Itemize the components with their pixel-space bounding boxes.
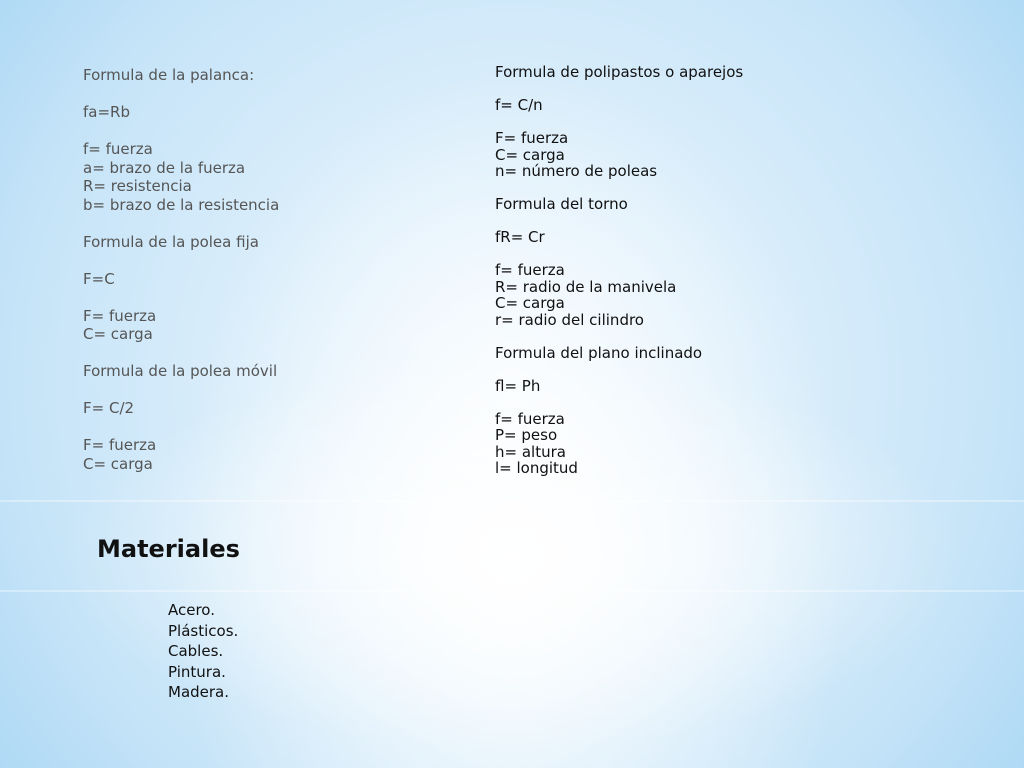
right-formula-line: h= altura — [495, 442, 566, 461]
material-item: Acero. — [168, 601, 215, 619]
right-formula-line: Formula de polipastos o aparejos — [495, 63, 744, 81]
material-item: Pintura. — [168, 662, 226, 681]
right-formula-line: l= longitud — [495, 459, 578, 477]
background-stripe — [0, 590, 1024, 592]
left-formula-line: Formula de la polea fija — [83, 232, 259, 251]
right-formula-line: r= radio del cilindro — [495, 310, 644, 329]
left-formula-line: fa=Rb — [83, 103, 130, 121]
right-formula-line: C= carga — [495, 145, 565, 164]
left-formula-line: C= carga — [83, 454, 153, 473]
left-formula-line: a= brazo de la fuerza — [83, 158, 246, 177]
left-formula-line: F= fuerza — [83, 436, 157, 454]
left-formula-line: F=C — [83, 269, 115, 288]
left-formula-line: Formula de la palanca: — [83, 66, 255, 84]
right-formula-line: Formula del plano inclinado — [495, 343, 703, 362]
material-item: Cables. — [168, 642, 224, 660]
right-formula-line: R= radio de la manivela — [495, 277, 677, 296]
materials-list — [168, 600, 238, 703]
material-item: Madera. — [168, 683, 230, 701]
right-formula-line: f= C/n — [495, 96, 543, 114]
right-formula-line: P= peso — [495, 426, 558, 444]
left-formula-line: f= fuerza — [83, 140, 153, 158]
right-formula-line: C= carga — [495, 294, 565, 312]
left-formula-line: C= carga — [83, 325, 153, 343]
right-formula-line: n= número de poleas — [495, 162, 658, 180]
right-formula-line: f= fuerza — [495, 409, 565, 428]
right-formula-line: f= fuerza — [495, 261, 565, 279]
right-formula-line: Formula del torno — [495, 195, 628, 213]
material-item: Plásticos. — [168, 621, 239, 640]
right-formula-line: fR= Cr — [495, 228, 545, 246]
right-formula-line: F= fuerza — [495, 129, 569, 147]
left-formula-line: Formula de la polea móvil — [83, 362, 278, 380]
right-formula-line: fl= Ph — [495, 376, 541, 395]
left-formula-line: b= brazo de la resistencia — [83, 195, 280, 214]
left-formula-line: F= fuerza — [83, 306, 157, 325]
materials-heading: Materiales — [97, 535, 240, 563]
background-stripe — [0, 500, 1024, 502]
left-formula-column — [83, 66, 279, 473]
left-formula-line: F= C/2 — [83, 399, 135, 417]
right-formula-column — [495, 64, 743, 477]
left-formula-line: R= resistencia — [83, 177, 192, 195]
